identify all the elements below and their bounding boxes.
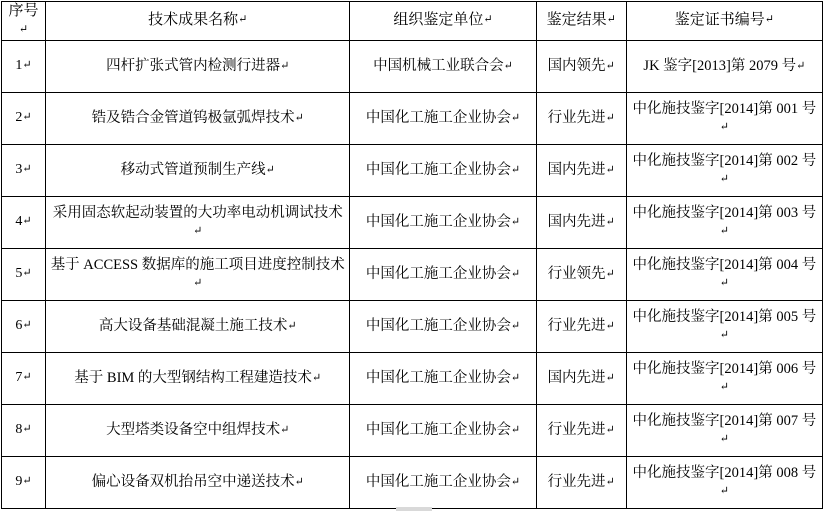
column-header-name-text: 技术成果名称 bbox=[148, 12, 239, 29]
cell-index-text: 4 bbox=[15, 214, 23, 230]
cell-name-text: 四杆扩张式管内检测行进器 bbox=[106, 57, 281, 74]
cell-cert-text: 中化施技鉴字[2014]第 006 号 bbox=[632, 360, 817, 377]
cell-result-text: 行业先进 bbox=[547, 473, 606, 490]
cell-result bbox=[536, 456, 626, 508]
cell-org bbox=[350, 456, 536, 508]
column-header-org-text: 组织鉴定单位 bbox=[393, 12, 484, 29]
cell-name-text: 大型塔类设备空中组焊技术 bbox=[106, 421, 281, 438]
cell-index bbox=[2, 196, 46, 248]
soft-return-mark: ↵ bbox=[719, 484, 729, 497]
table-body bbox=[2, 40, 823, 508]
cell-name bbox=[46, 300, 350, 352]
cell-cert bbox=[626, 404, 822, 456]
soft-return-mark: ↵ bbox=[605, 371, 615, 384]
soft-return-mark: ↵ bbox=[238, 14, 248, 27]
cell-cert bbox=[626, 144, 822, 196]
soft-return-mark: ↵ bbox=[605, 319, 615, 332]
cell-result bbox=[536, 300, 626, 352]
soft-return-mark: ↵ bbox=[294, 111, 304, 124]
cell-cert-text: 中化施技鉴字[2014]第 007 号 bbox=[632, 412, 817, 429]
soft-return-mark: ↵ bbox=[605, 267, 615, 280]
soft-return-mark: ↵ bbox=[606, 14, 616, 27]
column-header-index bbox=[2, 2, 46, 41]
cell-cert-text: 中化施技鉴字[2014]第 001 号 bbox=[632, 100, 817, 117]
cell-org-text: 中国化工施工企业协会 bbox=[365, 473, 511, 490]
cell-cert bbox=[626, 248, 822, 300]
cell-cert-text: 中化施技鉴字[2014]第 005 号 bbox=[632, 308, 817, 325]
cell-result-text: 行业先进 bbox=[547, 109, 606, 126]
soft-return-mark: ↵ bbox=[719, 276, 729, 289]
table-row bbox=[2, 456, 823, 508]
soft-return-mark: ↵ bbox=[510, 319, 521, 332]
soft-return-mark: ↵ bbox=[483, 14, 493, 27]
table-row bbox=[2, 92, 823, 144]
cell-index-text: 1 bbox=[15, 58, 23, 74]
cell-org-text: 中国化工施工企业协会 bbox=[365, 369, 511, 386]
soft-return-mark: ↵ bbox=[510, 423, 521, 436]
cell-org bbox=[350, 196, 536, 248]
cell-cert-text: 中化施技鉴字[2014]第 003 号 bbox=[632, 204, 817, 221]
cell-org-text: 中国化工施工企业协会 bbox=[365, 421, 511, 438]
soft-return-mark: ↵ bbox=[22, 215, 32, 228]
soft-return-mark: ↵ bbox=[605, 163, 615, 176]
cell-org bbox=[350, 352, 536, 404]
cell-org-text: 中国化工施工企业协会 bbox=[365, 109, 511, 126]
soft-return-mark: ↵ bbox=[719, 432, 729, 445]
soft-return-mark: ↵ bbox=[280, 423, 290, 436]
cell-index bbox=[2, 404, 46, 456]
soft-return-mark: ↵ bbox=[18, 23, 29, 36]
cell-org bbox=[350, 144, 536, 196]
soft-return-mark: ↵ bbox=[510, 163, 521, 176]
cell-cert-text: JK 鉴字[2013]第 2079 号 bbox=[643, 57, 797, 74]
cell-org-text: 中国机械工业联合会 bbox=[373, 57, 504, 74]
soft-return-mark: ↵ bbox=[22, 111, 32, 124]
cell-result bbox=[536, 196, 626, 248]
soft-return-mark: ↵ bbox=[22, 59, 32, 72]
cell-result-text: 国内先进 bbox=[547, 213, 606, 230]
soft-return-mark: ↵ bbox=[510, 111, 521, 124]
cell-index-text: 3 bbox=[15, 162, 23, 178]
column-header-org bbox=[350, 2, 536, 41]
cell-index-text: 8 bbox=[15, 422, 23, 438]
soft-return-mark: ↵ bbox=[764, 14, 774, 27]
soft-return-mark: ↵ bbox=[605, 475, 615, 488]
cell-result-text: 行业先进 bbox=[547, 421, 606, 438]
soft-return-mark: ↵ bbox=[605, 215, 615, 228]
cell-result bbox=[536, 248, 626, 300]
soft-return-mark: ↵ bbox=[605, 423, 615, 436]
cell-cert bbox=[626, 300, 822, 352]
column-header-result-text: 鉴定结果 bbox=[546, 12, 607, 29]
soft-return-mark: ↵ bbox=[510, 215, 521, 228]
cell-name bbox=[46, 456, 350, 508]
cell-index bbox=[2, 92, 46, 144]
cell-index bbox=[2, 300, 46, 352]
cell-org-text: 中国化工施工企业协会 bbox=[365, 161, 511, 178]
cell-name-text: 偏心设备双机抬吊空中递送技术 bbox=[91, 473, 295, 490]
table-row bbox=[2, 300, 823, 352]
soft-return-mark: ↵ bbox=[510, 267, 521, 280]
soft-return-mark: ↵ bbox=[796, 59, 806, 72]
cell-result bbox=[536, 40, 626, 92]
soft-return-mark: ↵ bbox=[510, 475, 521, 488]
column-header-index-text: 序号 bbox=[8, 3, 39, 19]
cell-index bbox=[2, 456, 46, 508]
column-header-cert bbox=[626, 2, 822, 41]
soft-return-mark: ↵ bbox=[287, 319, 297, 332]
column-header-name bbox=[46, 2, 350, 41]
soft-return-mark: ↵ bbox=[719, 120, 729, 133]
cell-name-text: 采用固态软起动装置的大功率电动机调试技术 bbox=[52, 204, 343, 221]
cell-org-text: 中国化工施工企业协会 bbox=[365, 317, 511, 334]
cell-org bbox=[350, 40, 536, 92]
table-row bbox=[2, 196, 823, 248]
cell-result-text: 行业先进 bbox=[547, 317, 606, 334]
cell-name-text: 基于 ACCESS 数据库的施工项目进度控制技术 bbox=[50, 256, 345, 273]
soft-return-mark: ↵ bbox=[719, 328, 729, 341]
cell-cert-text: 中化施技鉴字[2014]第 004 号 bbox=[632, 256, 817, 273]
soft-return-mark: ↵ bbox=[311, 371, 322, 384]
table-row bbox=[2, 248, 823, 300]
soft-return-mark: ↵ bbox=[605, 59, 615, 72]
cell-index-text: 7 bbox=[15, 370, 23, 386]
cell-result-text: 行业领先 bbox=[547, 265, 606, 282]
soft-return-mark: ↵ bbox=[280, 59, 290, 72]
cell-org bbox=[350, 404, 536, 456]
cell-result-text: 国内领先 bbox=[547, 57, 606, 74]
soft-return-mark: ↵ bbox=[22, 371, 32, 384]
table-row bbox=[2, 40, 823, 92]
cell-result-text: 国内先进 bbox=[547, 369, 606, 386]
soft-return-mark: ↵ bbox=[193, 224, 203, 237]
cell-org-text: 中国化工施工企业协会 bbox=[365, 265, 511, 282]
cell-result bbox=[536, 92, 626, 144]
cell-cert-text: 中化施技鉴字[2014]第 002 号 bbox=[632, 152, 817, 169]
cell-org bbox=[350, 92, 536, 144]
cell-name-text: 移动式管道预制生产线 bbox=[120, 161, 266, 178]
cell-cert bbox=[626, 352, 822, 404]
cell-cert bbox=[626, 40, 822, 92]
technology-achievements-table bbox=[1, 1, 823, 509]
soft-return-mark: ↵ bbox=[22, 319, 32, 332]
cell-cert-text: 中化施技鉴字[2014]第 008 号 bbox=[632, 464, 817, 481]
soft-return-mark: ↵ bbox=[22, 475, 32, 488]
table-row bbox=[2, 144, 823, 196]
soft-return-mark: ↵ bbox=[22, 423, 32, 436]
cell-index bbox=[2, 248, 46, 300]
soft-return-mark: ↵ bbox=[719, 380, 729, 393]
cell-org bbox=[350, 248, 536, 300]
table-header bbox=[2, 2, 823, 41]
cell-index-text: 9 bbox=[15, 474, 23, 490]
cell-name bbox=[46, 248, 350, 300]
soft-return-mark: ↵ bbox=[294, 475, 304, 488]
soft-return-mark: ↵ bbox=[22, 163, 32, 176]
table-row bbox=[2, 404, 823, 456]
soft-return-mark: ↵ bbox=[265, 163, 275, 176]
cell-result bbox=[536, 404, 626, 456]
cell-result bbox=[536, 352, 626, 404]
cell-name bbox=[46, 40, 350, 92]
document-page bbox=[0, 1, 824, 511]
column-header-result bbox=[536, 2, 626, 41]
cell-name-text: 高大设备基础混凝土施工技术 bbox=[98, 317, 288, 334]
cell-result bbox=[536, 144, 626, 196]
cell-name bbox=[46, 92, 350, 144]
soft-return-mark: ↵ bbox=[510, 371, 521, 384]
soft-return-mark: ↵ bbox=[719, 172, 729, 185]
cell-index bbox=[2, 352, 46, 404]
soft-return-mark: ↵ bbox=[605, 111, 615, 124]
cell-index bbox=[2, 144, 46, 196]
page-edge-mark bbox=[396, 507, 432, 511]
column-header-cert-text: 鉴定证书编号 bbox=[674, 12, 765, 29]
cell-name bbox=[46, 352, 350, 404]
soft-return-mark: ↵ bbox=[193, 276, 203, 289]
table-row bbox=[2, 352, 823, 404]
cell-org-text: 中国化工施工企业协会 bbox=[365, 213, 511, 230]
cell-index-text: 2 bbox=[15, 110, 23, 126]
cell-name bbox=[46, 144, 350, 196]
soft-return-mark: ↵ bbox=[503, 59, 513, 72]
soft-return-mark: ↵ bbox=[22, 267, 32, 280]
cell-cert bbox=[626, 92, 822, 144]
cell-name-text: 锆及锆合金管道钨极氩弧焊技术 bbox=[91, 109, 295, 126]
soft-return-mark: ↵ bbox=[719, 224, 729, 237]
cell-cert bbox=[626, 196, 822, 248]
cell-name-text: 基于 BIM 的大型钢结构工程建造技术 bbox=[74, 369, 312, 386]
cell-name bbox=[46, 404, 350, 456]
cell-index-text: 5 bbox=[15, 266, 23, 282]
table-header-row bbox=[2, 2, 823, 41]
cell-result-text: 国内先进 bbox=[547, 161, 606, 178]
cell-index bbox=[2, 40, 46, 92]
cell-org bbox=[350, 300, 536, 352]
cell-cert bbox=[626, 456, 822, 508]
cell-name bbox=[46, 196, 350, 248]
cell-index-text: 6 bbox=[15, 318, 23, 334]
